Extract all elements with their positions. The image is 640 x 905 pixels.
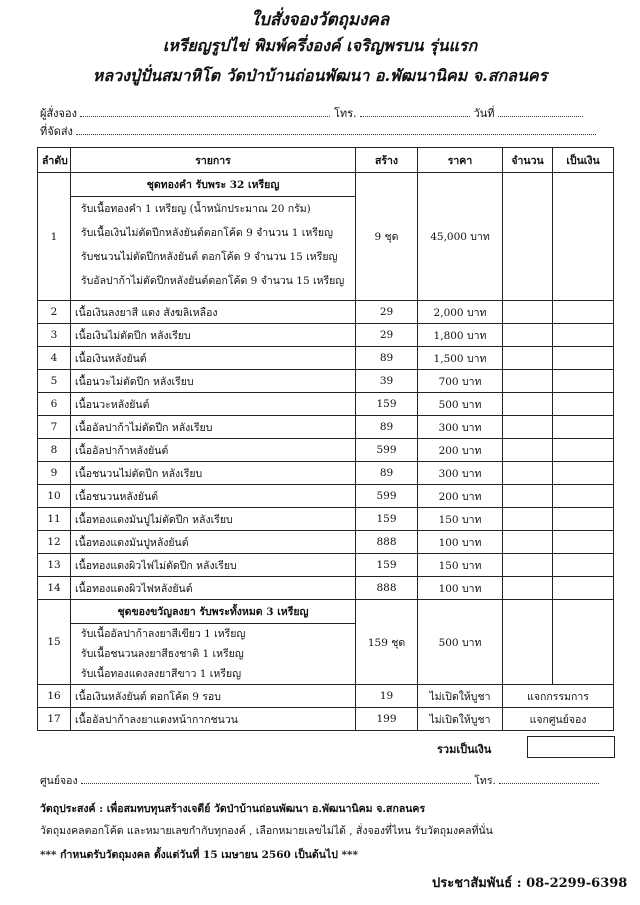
row-item: เนื้อเงินหลังยันต์ ตอกโค้ด 9 รอบ	[71, 685, 356, 708]
amount-cell[interactable]	[503, 508, 553, 531]
table-row	[38, 462, 614, 485]
amount-cell[interactable]	[503, 439, 553, 462]
table-row	[38, 708, 614, 731]
total-cell[interactable]	[553, 439, 614, 462]
set-line: รับเนื้อทองแดงลงยาสีขาว 1 เหรียญ	[81, 668, 242, 680]
row-price: 100 บาท	[418, 531, 503, 554]
document-issuer: หลวงปู่ปั่นสมาหิโต วัดป่าบ้านถ่อนพัฒนา อ.พัฒนานิคม จ.สกลนคร	[92, 66, 548, 85]
amount-cell[interactable]	[503, 462, 553, 485]
row-price: 500 บาท	[418, 393, 503, 416]
amount-cell[interactable]	[503, 393, 553, 416]
orderer-field[interactable]	[80, 107, 330, 117]
table-row	[38, 301, 614, 324]
center-label: ศูนย์จอง	[40, 775, 78, 787]
row-price: 700 บาท	[418, 370, 503, 393]
total-cell[interactable]	[553, 462, 614, 485]
total-cell[interactable]	[553, 393, 614, 416]
row-no: 13	[38, 554, 71, 577]
address-label: ที่จัดส่ง	[40, 125, 73, 138]
document-subtitle: เหรียญรูปไข่ พิมพ์ครึ่งองค์ เจริญพรบน รุ่นแรก	[162, 36, 478, 55]
row-no: 7	[38, 416, 71, 439]
set-title: ชุดทองคำ รับพระ 32 เหรียญ	[71, 173, 355, 197]
center-phone-label: โทร.	[474, 775, 496, 787]
row-no: 1	[38, 173, 71, 301]
amount-cell[interactable]	[503, 600, 553, 685]
orderer-line	[40, 104, 583, 122]
amount-cell[interactable]	[503, 347, 553, 370]
row-price: 150 บาท	[418, 508, 503, 531]
row-price: ไม่เปิดให้บูชา	[418, 685, 503, 708]
row-no: 8	[38, 439, 71, 462]
address-field[interactable]	[76, 125, 596, 135]
set-line: รับชนวนไม่ตัดปีกหลังยันต์ ตอกโค้ด 9 จำนวน 15 เหรียญ	[81, 251, 338, 263]
set-line: รับเนื้อทองคำ 1 เหรียญ (น้ำหนักประมาณ 20 กรัม)	[81, 203, 311, 215]
set-line: รับเนื้ออัลปาก้าลงยาสีเขียว 1 เหรียญ	[81, 628, 246, 640]
amount-cell[interactable]	[503, 370, 553, 393]
row-no: 2	[38, 301, 71, 324]
row-note: แจกกรรมการ	[503, 685, 614, 708]
row-no: 17	[38, 708, 71, 731]
header-amount: จำนวน	[503, 148, 553, 173]
center-field[interactable]	[81, 774, 471, 784]
table-row	[38, 531, 614, 554]
row-item: เนื้ออัลปาก้าไม่ตัดปีก หลังเรียบ	[71, 416, 356, 439]
row-price: 1,800 บาท	[418, 324, 503, 347]
header-qty: สร้าง	[356, 148, 418, 173]
row-qty: 159	[356, 508, 418, 531]
total-cell[interactable]	[553, 347, 614, 370]
total-cell[interactable]	[553, 554, 614, 577]
row-price: 100 บาท	[418, 577, 503, 600]
phone-label: โทร.	[333, 107, 357, 120]
table-row	[38, 485, 614, 508]
set-line: รับเนื้อเงินไม่ตัดปีกหลังยันต์ตอกโค้ด 9 จำนวน 1 เหรียญ	[81, 227, 333, 239]
table-row	[38, 173, 614, 301]
row-qty: 159 ชุด	[356, 600, 418, 685]
row-price: 200 บาท	[418, 439, 503, 462]
amount-cell[interactable]	[503, 485, 553, 508]
contact-phone: ประชาสัมพันธ์ : 08-2299-6398	[432, 876, 628, 891]
total-cell[interactable]	[553, 577, 614, 600]
row-item: เนื้อเงินหลังยันต์	[71, 347, 356, 370]
set-cell	[71, 600, 356, 685]
amount-cell[interactable]	[503, 301, 553, 324]
row-no: 16	[38, 685, 71, 708]
center-phone-field[interactable]	[499, 774, 599, 784]
row-no: 9	[38, 462, 71, 485]
total-cell[interactable]	[553, 173, 614, 301]
amount-cell[interactable]	[503, 577, 553, 600]
row-no: 5	[38, 370, 71, 393]
set-line: รับอัลปาก้าไม่ตัดปีกหลังยันต์ตอกโค้ด 9 จำนวน 15 เหรียญ	[81, 275, 345, 287]
note-text: วัตถุมงคลตอกโค้ด และหมายเลขกำกับทุกองค์ , เลือกหมายเลขไม่ได้ , สั่งจองที่ไหน รับวัตถุมงคลที่นั่น	[40, 825, 493, 837]
total-label: รวมเป็นเงิน	[437, 743, 492, 756]
row-no: 12	[38, 531, 71, 554]
table-row	[38, 347, 614, 370]
row-item: เนื้อทองแดงมันปูหลังยันต์	[71, 531, 356, 554]
row-item: เนื้อนวะไม่ตัดปีก หลังเรียบ	[71, 370, 356, 393]
row-item: เนื้อทองแดงมันปูไม่ตัดปีก หลังเรียบ	[71, 508, 356, 531]
row-qty: 89	[356, 347, 418, 370]
row-qty: 888	[356, 577, 418, 600]
date-field[interactable]	[498, 107, 583, 117]
table-header-row	[38, 148, 614, 173]
header-item: รายการ	[71, 148, 356, 173]
row-no: 11	[38, 508, 71, 531]
row-price: 200 บาท	[418, 485, 503, 508]
header-no: ลำดับ	[38, 148, 71, 173]
row-price: 1,500 บาท	[418, 347, 503, 370]
document-title: ใบสั่งจองวัตถุมงคล	[250, 10, 390, 30]
row-qty: 199	[356, 708, 418, 731]
row-item: เนื้ออัลปาก้าหลังยันต์	[71, 439, 356, 462]
total-cell[interactable]	[553, 416, 614, 439]
row-qty: 89	[356, 416, 418, 439]
total-cell[interactable]	[553, 485, 614, 508]
grand-total-field[interactable]	[527, 736, 615, 758]
schedule-text: *** กำหนดรับวัตถุมงคล ตั้งแต่วันที่ 15 เมษายน 2560 เป็นต้นไป ***	[40, 849, 358, 861]
table-row	[38, 324, 614, 347]
row-qty: 888	[356, 531, 418, 554]
row-item: เนื้อเงินลงยาสี แดง สังฆลิเหลือง	[71, 301, 356, 324]
row-note: แจกศูนย์จอง	[503, 708, 614, 731]
row-qty: 29	[356, 301, 418, 324]
row-no: 3	[38, 324, 71, 347]
amount-cell[interactable]	[503, 173, 553, 301]
table-row	[38, 416, 614, 439]
address-line	[40, 122, 596, 140]
table-row	[38, 508, 614, 531]
row-qty: 29	[356, 324, 418, 347]
table-row	[38, 685, 614, 708]
total-cell[interactable]	[553, 508, 614, 531]
row-no: 6	[38, 393, 71, 416]
row-qty: 39	[356, 370, 418, 393]
date-label: วันที่	[473, 107, 495, 120]
total-cell[interactable]	[553, 370, 614, 393]
table-row	[38, 600, 614, 685]
row-qty: 159	[356, 393, 418, 416]
purpose-text: วัตถุประสงค์ : เพื่อสมทบทุนสร้างเจดีย์ วัดป่าบ้านถ่อนพัฒนา อ.พัฒนานิคม จ.สกลนคร	[40, 803, 426, 815]
table-row	[38, 554, 614, 577]
table-row	[38, 393, 614, 416]
table-row	[38, 577, 614, 600]
amount-cell[interactable]	[503, 324, 553, 347]
total-cell[interactable]	[553, 600, 614, 685]
row-item: เนื้อทองแดงผิวไฟไม่ตัดปีก หลังเรียบ	[71, 554, 356, 577]
set-cell	[71, 173, 356, 301]
phone-field[interactable]	[360, 107, 470, 117]
row-price: ไม่เปิดให้บูชา	[418, 708, 503, 731]
row-qty: 89	[356, 462, 418, 485]
row-item: เนื้อเงินไม่ตัดปีก หลังเรียบ	[71, 324, 356, 347]
row-no: 15	[38, 600, 71, 685]
row-qty: 599	[356, 485, 418, 508]
row-no: 4	[38, 347, 71, 370]
total-cell[interactable]	[553, 531, 614, 554]
row-price: 150 บาท	[418, 554, 503, 577]
order-table	[37, 147, 614, 731]
row-price: 300 บาท	[418, 462, 503, 485]
row-item: เนื้อนวะหลังยันต์	[71, 393, 356, 416]
row-qty: 159	[356, 554, 418, 577]
row-qty: 19	[356, 685, 418, 708]
amount-cell[interactable]	[503, 531, 553, 554]
row-item: เนื้อชนวนหลังยันต์	[71, 485, 356, 508]
row-price: 500 บาท	[418, 600, 503, 685]
row-qty: 599	[356, 439, 418, 462]
set-line: รับเนื้อชนวนลงยาสีธงชาติ 1 เหรียญ	[81, 648, 244, 660]
row-item: เนื้ออัลปาก้าลงยาแดงหน้ากากชนวน	[71, 708, 356, 731]
row-no: 10	[38, 485, 71, 508]
header-price: ราคา	[418, 148, 503, 173]
header-total: เป็นเงิน	[553, 148, 614, 173]
center-line	[40, 772, 599, 789]
total-cell[interactable]	[553, 324, 614, 347]
row-price: 300 บาท	[418, 416, 503, 439]
table-row	[38, 439, 614, 462]
amount-cell[interactable]	[503, 554, 553, 577]
amount-cell[interactable]	[503, 416, 553, 439]
total-cell[interactable]	[553, 301, 614, 324]
row-price: 45,000 บาท	[418, 173, 503, 301]
row-no: 14	[38, 577, 71, 600]
row-qty: 9 ชุด	[356, 173, 418, 301]
orderer-label: ผู้สั่งจอง	[40, 107, 77, 120]
row-item: เนื้อทองแดงผิวไฟหลังยันต์	[71, 577, 356, 600]
table-row	[38, 370, 614, 393]
row-price: 2,000 บาท	[418, 301, 503, 324]
set-title: ชุดของขวัญลงยา รับพระทั้งหมด 3 เหรียญ	[71, 600, 355, 624]
row-item: เนื้อชนวนไม่ตัดปีก หลังเรียบ	[71, 462, 356, 485]
